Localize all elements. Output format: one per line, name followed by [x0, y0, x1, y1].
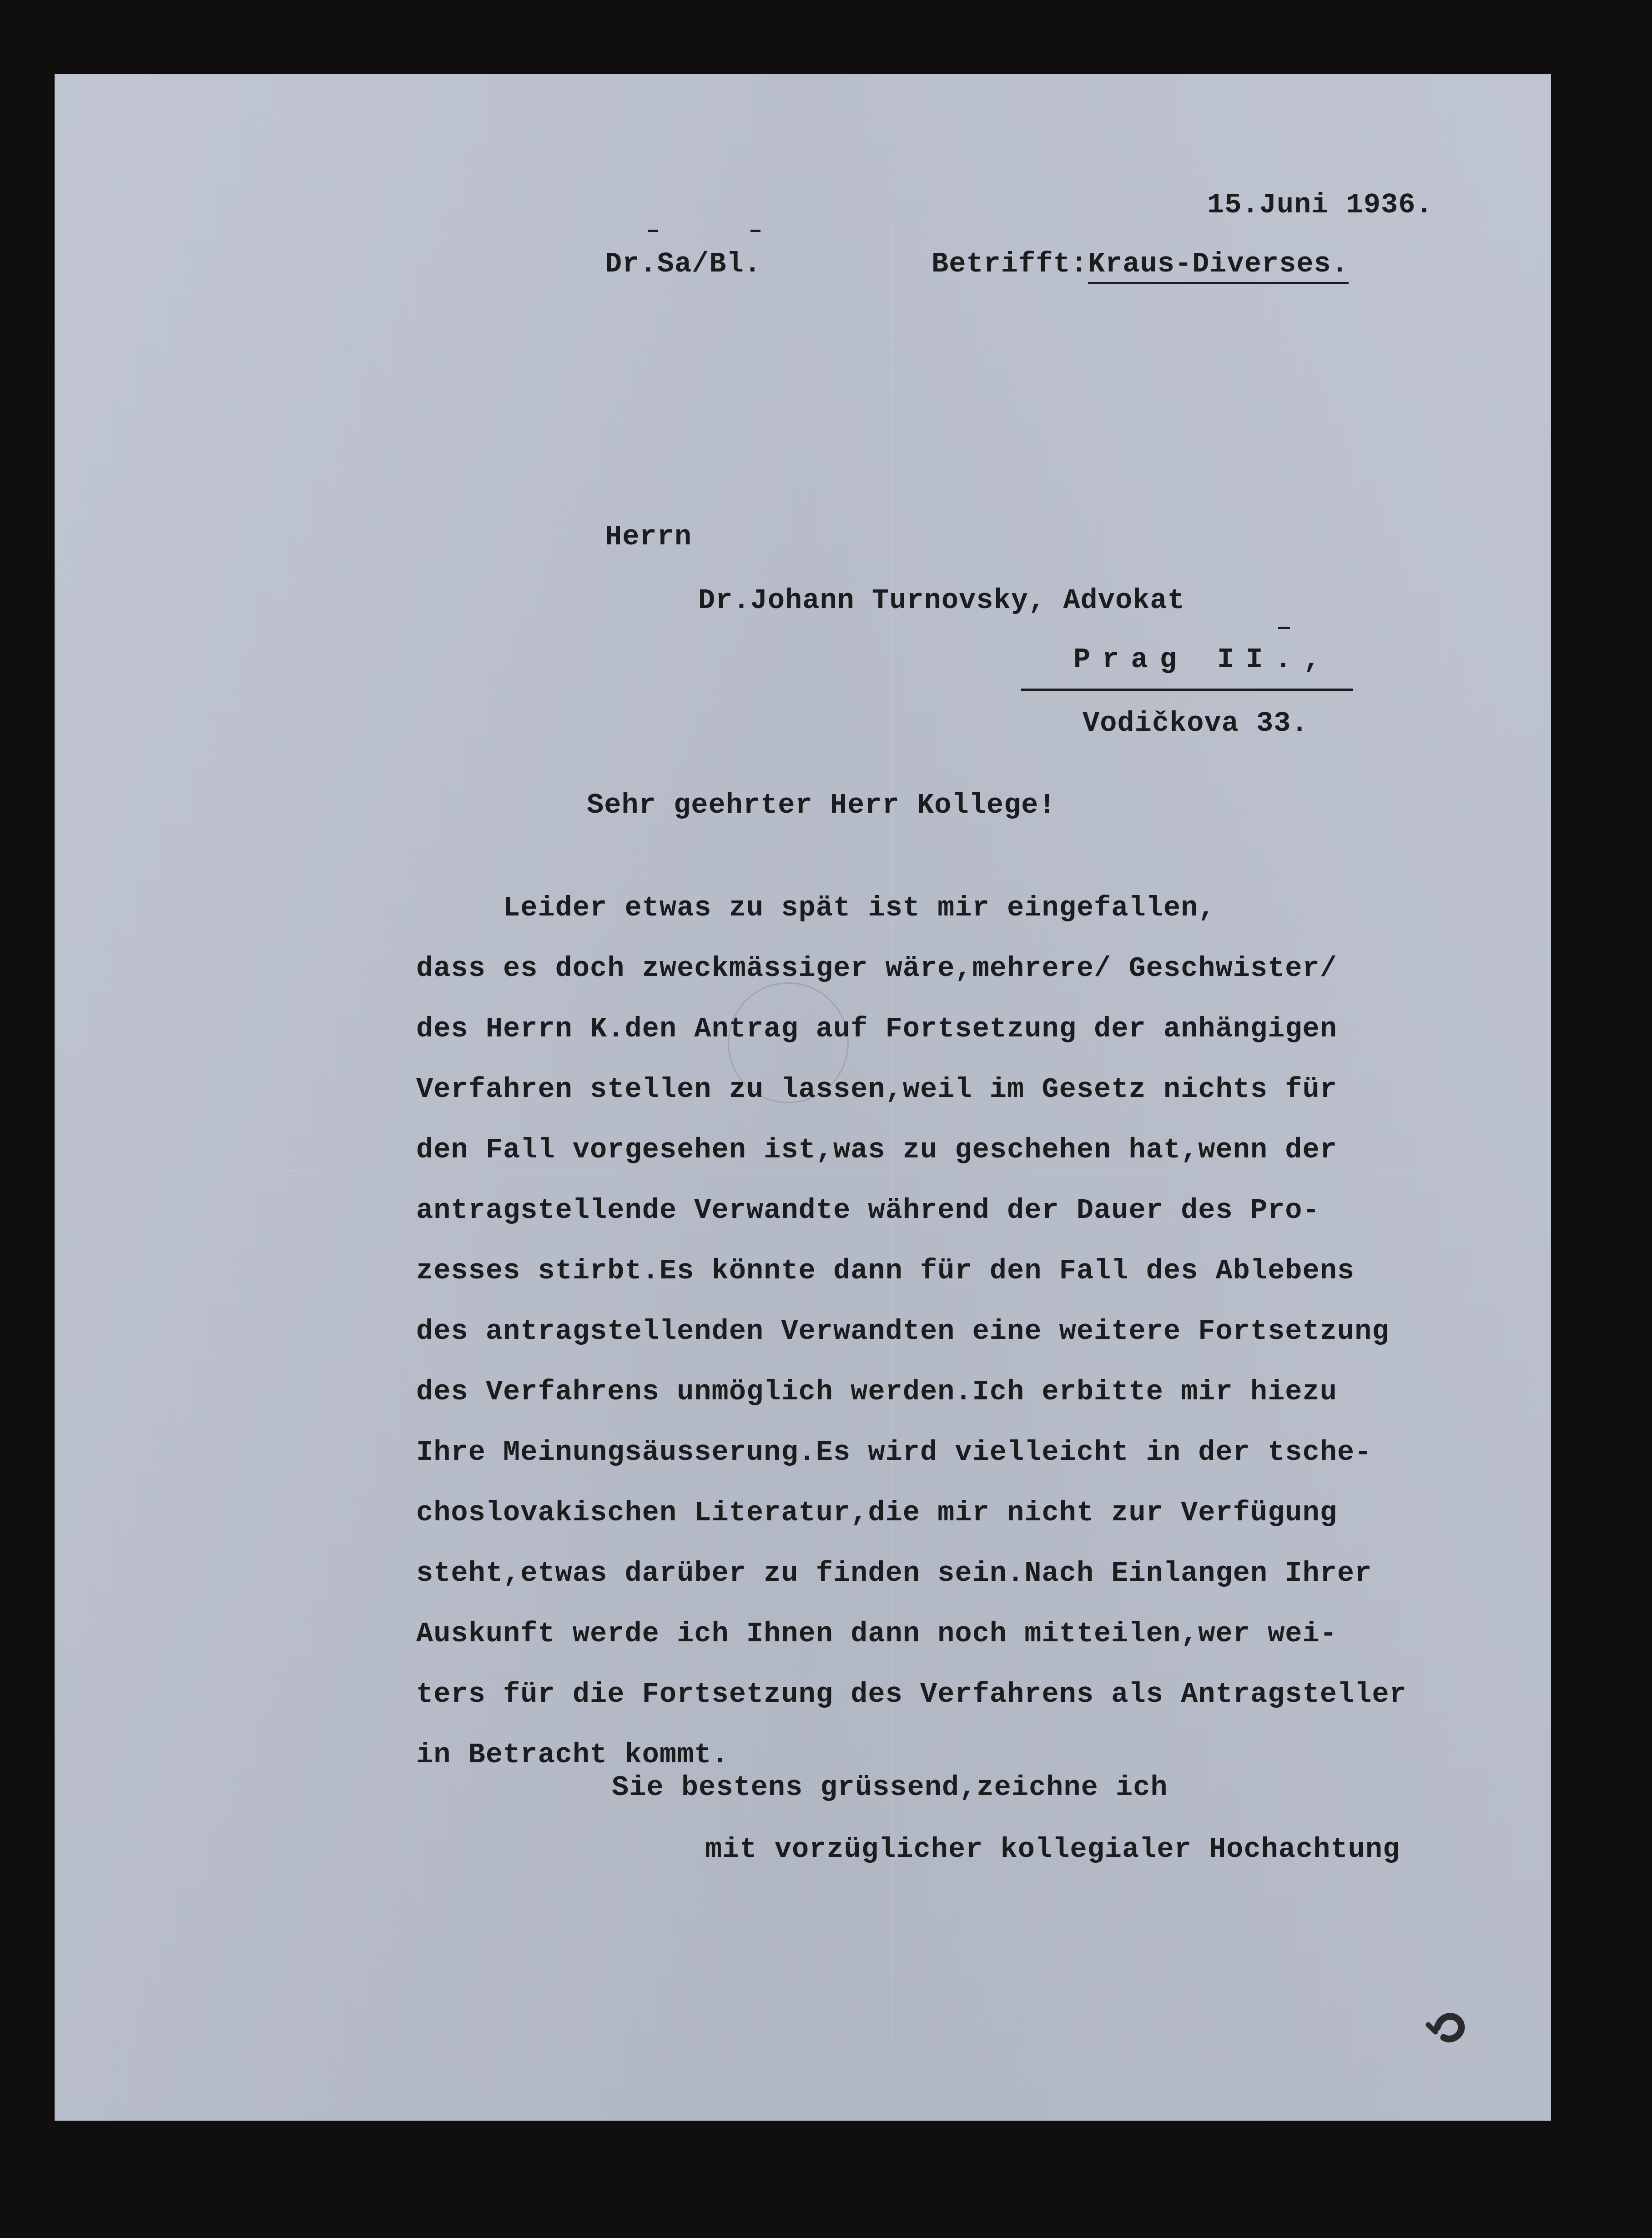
letter-body [416, 878, 1462, 1785]
recipient-street: Vodičkova 33. [1083, 707, 1309, 739]
regarding-value: Kraus-Diverses. [1088, 248, 1349, 284]
closing-line-1: Sie bestens grüssend,zeichne ich [612, 1771, 1168, 1804]
regarding-line [932, 250, 1349, 278]
body-line: antragstellende Verwandte während der Dauer des Pro- [416, 1194, 1320, 1227]
body-line: dass es doch zweckmässiger wäre,mehrere/ Geschwister/ [416, 952, 1337, 985]
pencil-mark-bottom-right [1424, 2001, 1478, 2051]
body-line: des Herrn K.den Antrag auf Fortsetzung der anhängigen [416, 1013, 1337, 1045]
body-line: Verfahren stellen zu lassen,weil im Gesetz nichts für [416, 1073, 1337, 1106]
body-line: Ihre Meinungsäusserung.Es wird vielleicht in der tsche- [416, 1436, 1372, 1469]
recipient-salutation: Herrn [605, 521, 692, 553]
recipient-city: Prag II., [1073, 644, 1332, 676]
body-line: choslovakischen Literatur,die mir nicht zur Verfügung [416, 1497, 1337, 1529]
letter-date: 15.Juni 1936. [1207, 189, 1433, 221]
recipient-name: Dr.Johann Turnovsky, Advokat [698, 584, 1185, 617]
body-line: des antragstellenden Verwandten eine weitere Fortsetzung [416, 1315, 1390, 1348]
regarding-label: Betrifft: [932, 248, 1088, 280]
body-line: den Fall vorgesehen ist,was zu geschehen hat,wenn der [416, 1134, 1337, 1166]
body-line: Leider etwas zu spät ist mir eingefallen, [416, 892, 1216, 924]
closing-line-2: mit vorzüglicher kollegialer Hochachtung [705, 1833, 1400, 1866]
letter-greeting: Sehr geehrter Herr Kollege! [587, 789, 1056, 821]
body-line: steht,etwas darüber zu finden sein.Nach Einlangen Ihrer [416, 1557, 1372, 1589]
body-line: zesses stirbt.Es könnte dann für den Fall des Ablebens [416, 1255, 1355, 1287]
body-line: in Betracht kommt. [416, 1739, 729, 1771]
handwritten-dash-mark [1278, 627, 1290, 629]
reference-code: Dr.Sa/Bl. [605, 248, 761, 280]
body-line: des Verfahrens unmöglich werden.Ich erbitte mir hiezu [416, 1376, 1337, 1408]
handwritten-dash-mark [750, 230, 761, 232]
city-underline-rule [1021, 689, 1353, 691]
body-line: ters für die Fortsetzung des Verfahrens als Antragsteller [416, 1678, 1407, 1710]
body-line: Auskunft werde ich Ihnen dann noch mitteilen,wer wei- [416, 1618, 1337, 1650]
handwritten-dash-mark [648, 230, 658, 232]
